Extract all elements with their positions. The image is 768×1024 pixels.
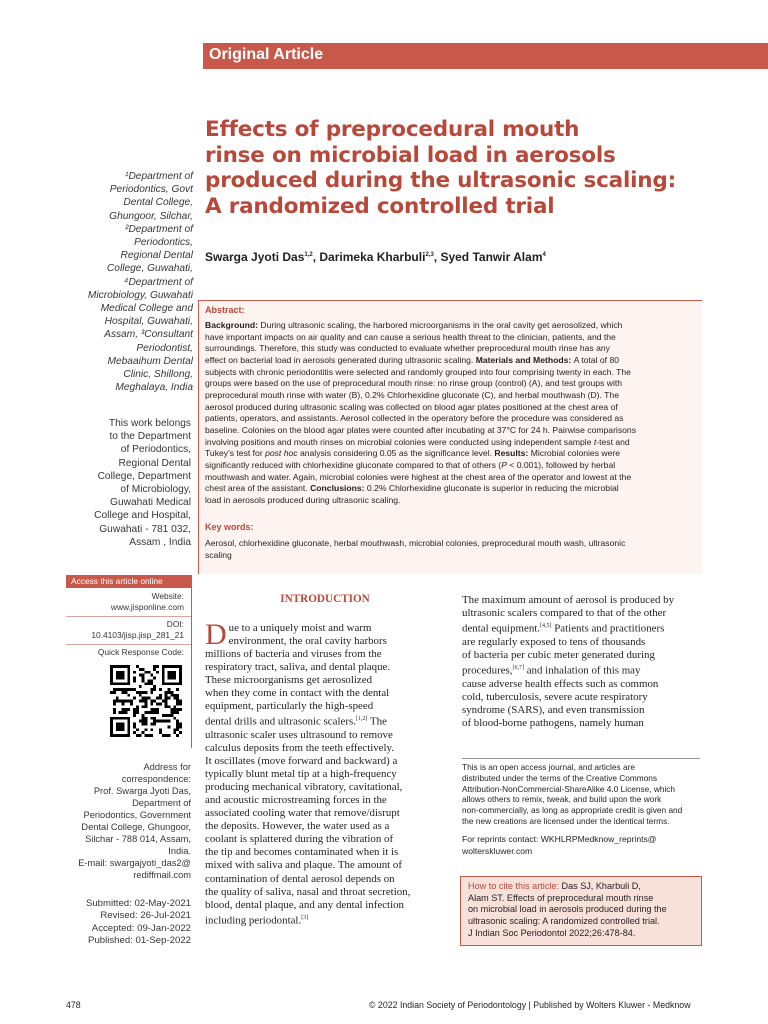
affiliation-line: Microbiology, Guwahati — [87, 289, 193, 301]
open-access-line: allows others to remix, tweak, and build upon the work — [462, 794, 662, 805]
abstract-line: Tukey's test for post hoc analysis considering 0.05 as the significance level. Results: Microbial colonies were — [205, 448, 621, 459]
title-line: rinse on microbial load in aerosols — [205, 142, 616, 168]
body-line: contamination of dental aerosol depends on — [205, 872, 395, 885]
correspondence-line: Department of — [132, 798, 191, 808]
body-line: ultrasonic scalers compared to that of the other — [462, 607, 667, 620]
affiliation-line: Dental College, — [123, 197, 193, 209]
qr-code-icon[interactable] — [110, 661, 182, 741]
affiliation-line: Assam, ³Consultant — [104, 329, 193, 341]
affiliation-line: Clinic, Shillong, — [123, 369, 193, 381]
abstract-text — [205, 320, 695, 507]
affiliations — [60, 170, 193, 394]
body-line: coolant is splattered during the vibration of — [205, 833, 394, 846]
body-line: ue to a uniquely moist and warm — [228, 622, 372, 634]
body-line: The maximum amount of aerosol is produced by — [462, 594, 675, 606]
title-line: A randomized controlled trial — [205, 193, 555, 219]
body-line: typically blunt metal tip at a high-frequency — [205, 768, 397, 781]
open-access-line: the new creations are licensed under the identical terms. — [462, 815, 670, 826]
body-line: cold, tuberculosis, severe acute respiratory — [462, 690, 648, 703]
keywords-line: scaling — [205, 549, 232, 560]
body-line: blood, dental plaque, and any dental infection — [205, 898, 404, 911]
divider — [66, 644, 191, 645]
body-line: including periodontal.[3] — [205, 914, 309, 927]
keywords-line: Aerosol, chlorhexidine gluconate, herbal mouthwash, microbial colonies, preprocedural mouth wash, ultrasonic — [205, 538, 626, 548]
body-line: respiratory tract, saliva, and dental plaque. — [205, 661, 391, 674]
body-line: It oscillates (move forward and backward) a — [205, 755, 398, 768]
body-line: producing mechanical vibratory, cavitational, — [205, 781, 403, 794]
body-line: of blood-borne pathogens, namely human — [462, 716, 644, 729]
author-affiliation-mark: 1,2 — [304, 252, 313, 258]
affiliation-line: Periodontics, Govt — [109, 184, 193, 196]
affiliation-line: Hospital, Guwahati, — [104, 316, 193, 328]
qr-label: Quick Response Code: — [97, 647, 184, 657]
body-line: environment, the oral cavity harbors — [228, 635, 387, 648]
access-heading-label: Access this article online — [71, 576, 163, 586]
website-link[interactable]: www.jisponline.com — [110, 602, 184, 612]
drop-cap: D — [205, 618, 227, 651]
author-affiliation-mark: 4 — [542, 252, 546, 258]
body-line: when they come in contact with the dental — [205, 687, 390, 700]
open-access-line: Attribution-NonCommercial-ShareAlike 4.0 License, which — [462, 783, 676, 794]
body-line: are regularly exposed to tens of thousands — [462, 635, 646, 648]
abstract-line: significantly reduced with chlorhexidine gluconate compared to that of others (P < 0.001), followed by herbal — [205, 459, 616, 470]
work-attribution — [60, 417, 191, 549]
title-line: Effects of preprocedural mouth — [205, 117, 580, 142]
keywords-label: Key words: — [205, 522, 254, 532]
correspondence-line: Periodontics, Government — [83, 810, 191, 820]
keywords-text — [205, 538, 695, 561]
body-line: ultrasonic scaler uses ultrasound to remove — [205, 729, 393, 741]
author-affiliation-mark: 2,3 — [425, 252, 434, 258]
section-heading-introduction: INTRODUCTION — [280, 593, 370, 605]
work-line: College, Department — [97, 470, 191, 482]
divider — [462, 758, 700, 759]
work-line: to the Department — [109, 431, 191, 443]
abstract-line: involving positions and mouth rinses on microbial colonies were conducted using independent sample t-test and — [205, 436, 630, 447]
open-access-line: non-commercially, as long as appropriate credit is given and — [462, 805, 683, 816]
citation-line: How to cite this article: Das SJ, Kharbuli D, — [468, 881, 641, 891]
article-type-banner — [203, 43, 768, 69]
open-access-line: This is an open access journal, and articles are — [462, 762, 635, 772]
affiliation-line: College, Guwahati, — [106, 263, 193, 275]
doi-label: DOI: — [166, 619, 184, 629]
correspondence-line: Dental College, Ghungoor, — [81, 822, 191, 832]
page-number: 478 — [66, 1000, 81, 1010]
body-line: calculus deposits from the teeth effectively. — [205, 742, 395, 755]
correspondence-line: India. — [168, 846, 191, 856]
open-access-line: distributed under the terms of the Creative Commons — [462, 772, 658, 783]
citation-line: J Indian Soc Periodontol 2022;26:478-84. — [468, 927, 636, 938]
correspondence-line: correspondence: — [121, 774, 191, 784]
affiliation-line: Ghungoor, Silchar, — [109, 210, 193, 222]
body-line: the tip and becomes contaminated when it is — [205, 846, 399, 859]
citation-label: How to cite this article: — [468, 881, 559, 891]
body-column-left — [205, 618, 441, 927]
abstract-line: load in aerosols produced during ultrasonic scaling. — [205, 494, 401, 505]
abstract-line: aerosol produced during ultrasonic scaling was collected on blood agar plates positioned at the chest area of — [205, 401, 618, 412]
correspondence-line: rediffmail.com — [133, 870, 191, 880]
open-access-notice — [462, 762, 700, 827]
citation-line: ultrasonic scaling: A randomized controlled trial. — [468, 916, 660, 927]
work-line: Guwahati Medical — [110, 497, 191, 509]
correspondence-line: Silchar - 788 014, Assam, — [85, 834, 191, 844]
affiliation-line: Periodontist, — [136, 342, 193, 354]
correspondence-line: E-mail: swargajyoti_das2@ — [78, 858, 191, 868]
abstract-line: chest area of the assistant. Conclusions: 0.2% Chlorhexidine gluconate is superior in reducing the microbial — [205, 483, 619, 494]
abstract-line: preprocedural mouth rinse with water (B), 0.2% Chlorhexidine gluconate (C), and herbal mouthwash (D). The — [205, 389, 619, 400]
affiliation-line: Medical College and — [100, 303, 193, 315]
abstract-line: groups were based on the use of preprocedural mouth rinse: no rinse group (control) (A), and test groups with — [205, 378, 623, 389]
work-line: This work belongs — [108, 418, 191, 429]
body-line: syndrome (SARS), and even transmission — [462, 703, 645, 716]
affiliation-line: Periodontics, — [134, 237, 193, 249]
abstract-line: mouthwash and water. Again, microbial colonies were highest at the chest area of the operator and lowest at the — [205, 471, 632, 482]
body-line: These microorganisms get aerosolized — [205, 674, 373, 687]
work-line: Guwahati - 781 032, — [99, 523, 191, 535]
abstract-line: effect on bacterial load in aerosols generated during ultrasonic scaling. Materials and Methods: A total of 80 — [205, 354, 619, 365]
correspondence-line: Prof. Swarga Jyoti Das, — [93, 786, 191, 796]
work-line: of Periodontics, — [120, 444, 191, 456]
body-line: the quality of saliva, nasal and throat secretion, — [205, 885, 411, 898]
body-line: and acoustic microstreaming forces in the — [205, 794, 387, 807]
author-name: Syed Tanwir Alam — [440, 250, 543, 264]
date-line: Published: 01-Sep-2022 — [88, 934, 191, 946]
doi-value[interactable]: 10.4103/jisp.jisp_281_21 — [91, 630, 184, 640]
abstract-line: baseline. Colonies on the blood agar plates were counted after incubating at 37°C for 24 h. Pairwise comparisons — [205, 424, 636, 435]
body-line: dental drills and ultrasonic scalers.[1,2] The — [205, 715, 387, 728]
abstract-line: subjects with chronic periodontitis were selected and randomly grouped into four comprising twenty in each. The — [205, 366, 631, 377]
footer-copyright: © 2022 Indian Society of Periodontology | Published by Wolters Kluwer - Medknow — [369, 1000, 691, 1010]
body-line: equipment, particularly the high-speed — [205, 700, 374, 713]
article-type-label: Original Article — [209, 46, 324, 63]
body-line: procedures,[6,7] and inhalation of this may — [462, 664, 641, 677]
body-line: mixed with saliva and plaque. The amount of — [205, 859, 402, 872]
correspondence-address — [60, 761, 191, 881]
author-name: Darimeka Kharbuli — [319, 250, 426, 264]
work-line: Regional Dental — [118, 457, 191, 469]
body-line: dental equipment.[4,5] Patients and practitioners — [462, 622, 665, 635]
body-column-right — [462, 594, 700, 730]
citation-line: on microbial load in aerosols produced during the — [468, 904, 667, 915]
website-label: Website: — [151, 591, 184, 601]
article-dates — [60, 898, 191, 947]
author-list: Swarga Jyoti Das$^{1,2}$, Darimeka Kharbuli$^{2,3}$, Syed Tanwir Alam$^4$ — [205, 250, 546, 264]
access-online-heading — [66, 575, 192, 588]
affiliation-line: ¹Department of — [125, 171, 193, 182]
divider — [66, 616, 191, 617]
body-line: of bacteria per cubic meter generated during — [462, 648, 655, 661]
abstract-label: Abstract: — [205, 305, 245, 315]
affiliation-line: ⁴Department of — [124, 276, 193, 288]
correspondence-line: Address for — [143, 762, 191, 772]
affiliation-line: ²Department of — [125, 223, 193, 235]
abstract-line: Background: During ultrasonic scaling, the harbored microorganisms in the oral cavity get aerosolized, which — [205, 320, 623, 330]
title-line: produced during the ultrasonic scaling: — [205, 168, 676, 193]
article-title — [205, 117, 705, 219]
affiliation-line: Meghalaya, India — [115, 382, 193, 394]
date-line: Accepted: 09-Jan-2022 — [91, 922, 191, 934]
affiliation-line: Mebaaihum Dental — [107, 355, 193, 367]
body-line: cause adverse health effects such as common — [462, 677, 659, 690]
abstract-line: have important impacts on air quality and can cause a serious health threat to the clinician, patients, and the — [205, 331, 616, 342]
affiliation-line: Regional Dental — [120, 250, 193, 262]
work-line: Assam , India — [129, 536, 191, 548]
reprints-line: For reprints contact: WKHLRPMedknow_reprints@ — [462, 834, 657, 844]
work-line: College and Hospital, — [94, 510, 191, 522]
citation-text — [468, 881, 694, 940]
body-line: the deposits. However, the water used as a — [205, 820, 390, 833]
work-line: of Microbiology, — [120, 484, 191, 496]
body-line: millions of bacteria and viruses from the — [205, 648, 382, 661]
date-line: Submitted: 02-May-2021 — [85, 898, 191, 909]
reprints-line: wolterskluwer.com — [462, 845, 533, 856]
author-name: Swarga Jyoti Das — [205, 250, 305, 264]
reprints-contact — [462, 834, 700, 857]
abstract-line: surroundings. Therefore, this study was conducted to evaluate whether preprocedural mouth rinse has any — [205, 343, 610, 354]
date-line: Revised: 26-Jul-2021 — [100, 910, 191, 922]
abstract-line: patients, operators, and assistants. Aerosol collected in the operatory before the procedure was considered as — [205, 413, 624, 424]
citation-line: Alam ST. Effects of preprocedural mouth rinse — [468, 892, 654, 903]
body-line: associated cooling water that remove/disrupt — [205, 807, 400, 820]
